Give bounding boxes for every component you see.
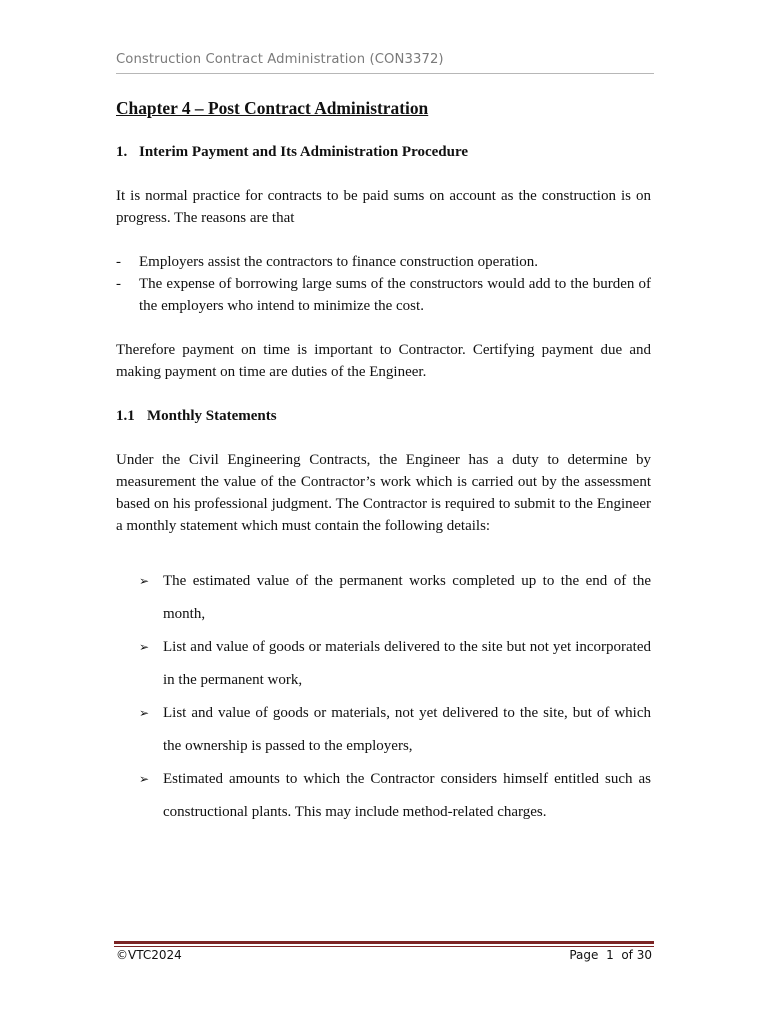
statement-details-list	[139, 565, 651, 829]
footer-divider-thick	[114, 941, 654, 944]
section-heading	[116, 141, 651, 163]
chapter-title: Chapter 4 – Post Contract Administration	[116, 98, 429, 118]
page-indicator	[569, 948, 652, 962]
arrow-bullet-icon: ➢	[139, 640, 150, 654]
arrow-bullet-icon: ➢	[139, 574, 150, 588]
list-item-text: The estimated value of the permanent works completed up to the end of the month,	[163, 573, 651, 622]
intro-paragraph: It is normal practice for contracts to be paid sums on account as the construction is on progress. The reasons are that	[116, 188, 651, 226]
subsection-number: 1.1	[116, 408, 135, 424]
list-item-text: Employers assist the contractors to finance construction operation.	[139, 254, 539, 270]
monthly-statements-paragraph: Under the Civil Engineering Contracts, the Engineer has a duty to determine by measurement the value of the Contractor’s work which is carried out by the assessment based on his professional judgment. The Contractor is required to submit to the Engineer a monthly statement which must contain the following details:	[116, 452, 651, 534]
list-item	[139, 631, 651, 697]
list-item-text: List and value of goods or materials delivered to the site but not yet incorporated in the permanent work,	[163, 639, 651, 688]
page-body	[116, 96, 651, 829]
page-label: Page	[569, 948, 599, 962]
dash-bullet: -	[116, 254, 121, 270]
header-divider	[116, 73, 654, 74]
list-item-text: List and value of goods or materials, not yet delivered to the site, but of which the ownership is passed to the employers,	[163, 705, 651, 754]
page-number: 1	[606, 948, 614, 962]
footer-divider-thin	[114, 946, 654, 947]
arrow-bullet-icon: ➢	[139, 772, 150, 786]
list-item	[139, 697, 651, 763]
list-item	[139, 565, 651, 631]
footer-copyright: ©VTC2024	[116, 948, 182, 962]
subsection-heading	[116, 405, 651, 427]
arrow-bullet-icon: ➢	[139, 706, 150, 720]
conclusion-paragraph: Therefore payment on time is important to Contractor. Certifying payment due and making payment on time are duties of the Engineer.	[116, 342, 651, 380]
list-item-text: The expense of borrowing large sums of the constructors would add to the burden of the employers who intend to minimize the cost.	[139, 276, 651, 314]
page-total: of 30	[621, 948, 652, 962]
subsection-title: Monthly Statements	[147, 408, 277, 424]
section-title: Interim Payment and Its Administration Procedure	[139, 144, 469, 160]
section-number: 1.	[116, 144, 128, 160]
list-item-text: Estimated amounts to which the Contractor considers himself entitled such as constructional plants. This may include method-related charges.	[163, 771, 651, 820]
reasons-list	[116, 251, 651, 317]
dash-bullet: -	[116, 276, 121, 292]
list-item	[116, 251, 651, 273]
list-item	[139, 763, 651, 829]
list-item	[116, 273, 651, 317]
running-header: Construction Contract Administration (CON3372)	[116, 52, 444, 67]
